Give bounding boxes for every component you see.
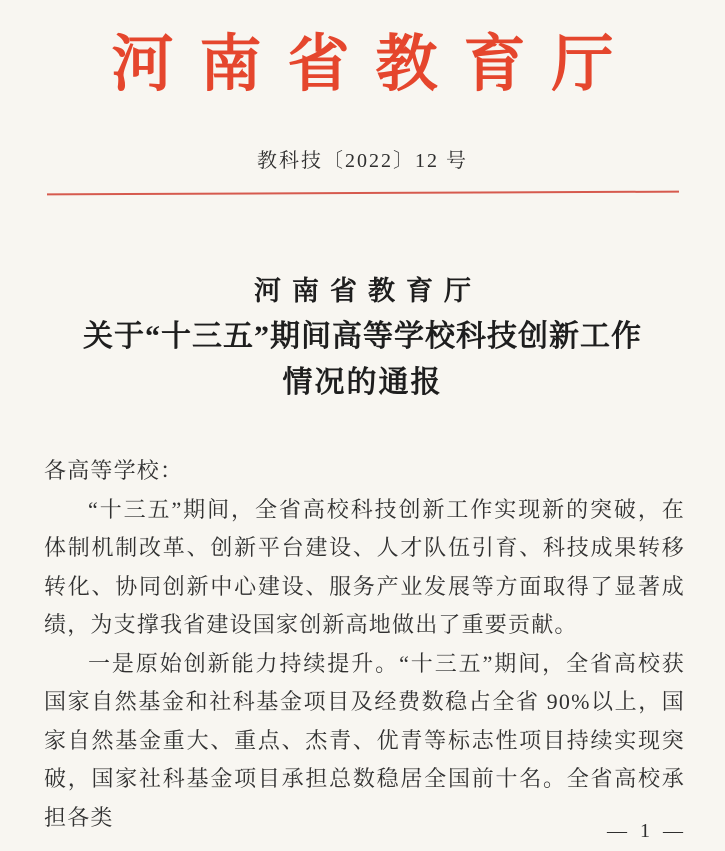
letterhead-red-divider [46,191,678,196]
document-body [0,452,725,837]
letterhead-agency-name: 河南省教育厅 [111,31,640,99]
body-paragraph-2: 一是原始创新能力持续提升。“十三五”期间，全省高校获国家自然基金和社科基金项目及经费数稳占全省 90%以上，国家自然基金重大、重点、杰青、优青等标志性项目持续实现突破，国家社科基金项目承担总数稳居全国前十名。全省高校承担各类 [44,650,685,830]
document-title-agency-line: 河南省教育厅 [254,276,482,306]
body-paragraph-1: “十三五”期间，全省高校科技创新工作实现新的突破，在体制机制改革、创新平台建设、人才队伍引育、科技成果转移转化、协同创新中心建设、服务产业发展等方面取得了显著成绩，为支撑我省建设国家创新高地做出了重要贡献。 [44,496,685,637]
document-number: 教科技〔2022〕12 号 [257,150,468,172]
document-title [0,268,725,406]
salutation: 各高等学校： [44,458,184,483]
document-title-subject-continuation: 情况的通报 [282,366,443,399]
page-number: — 1 — [607,820,687,842]
document-title-subject-line: 关于“十三五”期间高等学校科技创新工作 [83,320,642,353]
